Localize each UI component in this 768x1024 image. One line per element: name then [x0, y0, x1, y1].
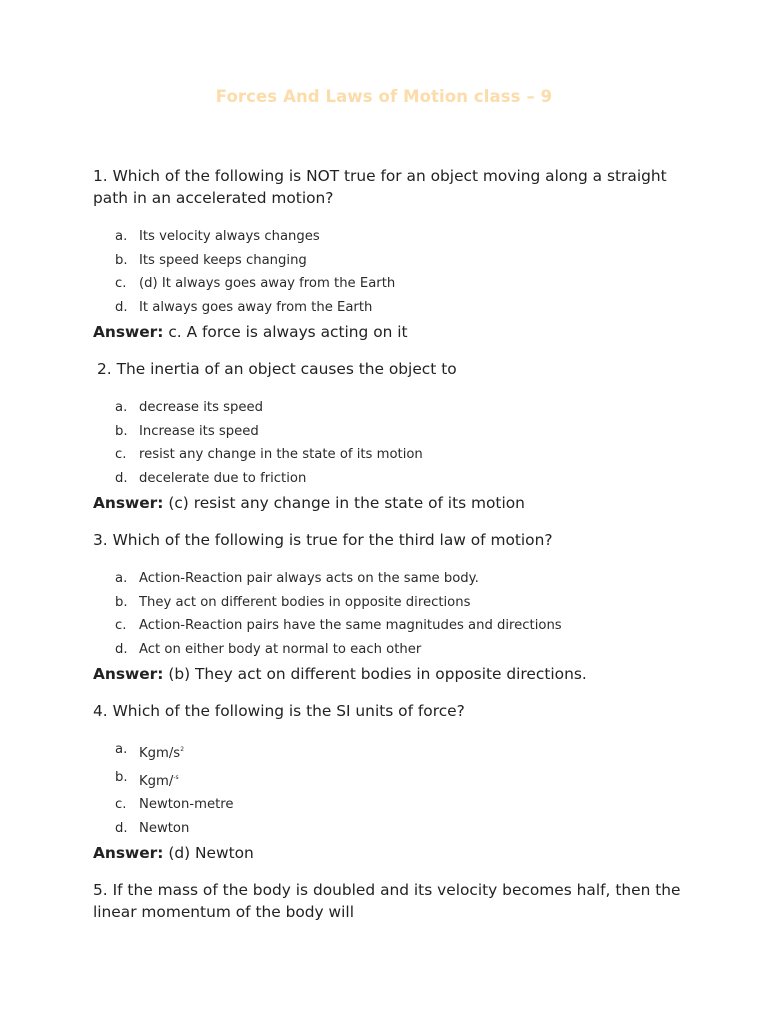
question-1-options [93, 225, 693, 319]
question-list [93, 165, 693, 923]
answer-2 [93, 492, 693, 514]
option-letter: a. [115, 742, 128, 757]
option-item [93, 396, 693, 420]
option-item [93, 443, 693, 467]
option-text: It always goes away from the Earth [139, 299, 373, 315]
option-text: Newton [139, 820, 190, 836]
option-letter: a. [115, 229, 128, 244]
page-title: Forces And Laws of Motion class – 9 [215, 87, 553, 106]
superscript: -s [173, 773, 179, 781]
answer-label: Answer: [93, 844, 164, 862]
answer-text: (c) resist any change in the state of its motion [168, 494, 525, 512]
option-text: decelerate due to friction [139, 470, 307, 486]
option-letter: d. [115, 299, 128, 315]
option-text: (d) It always goes away from the Earth [139, 276, 396, 291]
question-1-text: 1. Which of the following is NOT true for an object moving along a straight path in an accelerated motion? [93, 167, 667, 207]
superscript: 2 [180, 746, 185, 753]
answer-4 [93, 842, 693, 864]
option-letter: c. [115, 447, 127, 462]
option-item [93, 614, 693, 638]
question-5-text: 5. If the mass of the body is doubled and its velocity becomes half, then the linear momentum of the body will [93, 881, 681, 921]
option-letter: d. [115, 820, 128, 836]
option-letter: c. [115, 797, 127, 812]
option-text: Act on either body at normal to each other [139, 641, 422, 657]
option-letter: b. [115, 423, 128, 439]
option-text: Kgm/ [139, 773, 174, 789]
option-item [93, 817, 693, 841]
option-item [93, 272, 693, 296]
answer-label: Answer: [93, 323, 164, 341]
option-item [93, 420, 693, 444]
option-letter: d. [115, 641, 128, 657]
option-text: Action-Reaction pair always acts on the same body. [139, 571, 479, 586]
question-3-text: 3. Which of the following is true for the third law of motion? [93, 531, 553, 549]
option-letter: b. [115, 769, 128, 785]
option-item [93, 793, 693, 817]
question-2-text: 2. The inertia of an object causes the object to [97, 360, 457, 378]
option-letter: b. [115, 252, 128, 268]
option-item [93, 766, 693, 794]
option-text: Its velocity always changes [139, 229, 320, 244]
option-item [93, 738, 693, 766]
answer-1 [93, 321, 693, 343]
option-letter: c. [115, 618, 127, 633]
option-letter: c. [115, 276, 127, 291]
option-text: Newton-metre [139, 797, 234, 812]
question-3-options [93, 567, 693, 661]
question-4-options [93, 738, 693, 840]
answer-text: (b) They act on different bodies in opposite directions. [168, 665, 587, 683]
question-4-text: 4. Which of the following is the SI units of force? [93, 702, 465, 720]
option-text: Increase its speed [139, 423, 259, 439]
option-item [93, 296, 693, 320]
option-text: Action-Reaction pairs have the same magnitudes and directions [139, 618, 562, 633]
option-item [93, 638, 693, 662]
option-item [93, 249, 693, 273]
option-item [93, 467, 693, 491]
answer-label: Answer: [93, 494, 164, 512]
option-text: resist any change in the state of its motion [139, 447, 423, 462]
option-letter: a. [115, 400, 128, 415]
answer-text: (d) Newton [168, 844, 254, 862]
question-2-options [93, 396, 693, 490]
option-letter: a. [115, 571, 128, 586]
answer-3 [93, 663, 693, 685]
option-item [93, 567, 693, 591]
option-item [93, 591, 693, 615]
option-text: Kgm/s [139, 746, 181, 761]
option-item [93, 225, 693, 249]
option-text: They act on different bodies in opposite directions [139, 594, 471, 610]
option-letter: d. [115, 470, 128, 486]
answer-text: c. A force is always acting on it [168, 323, 408, 341]
option-letter: b. [115, 594, 128, 610]
answer-label: Answer: [93, 665, 164, 683]
option-text: decrease its speed [139, 400, 263, 415]
option-text: Its speed keeps changing [139, 252, 307, 268]
